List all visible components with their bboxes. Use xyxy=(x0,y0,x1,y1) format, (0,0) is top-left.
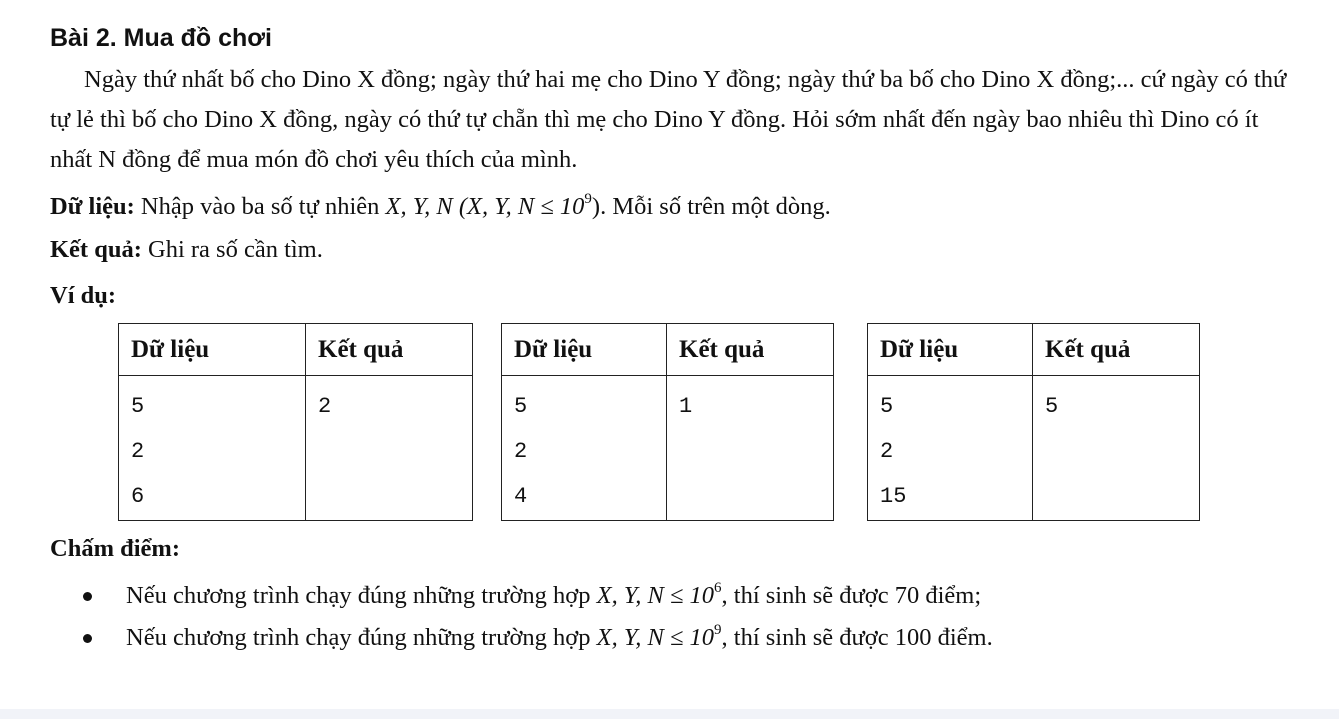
table-cell-input xyxy=(868,376,1033,521)
statement-text: Ngày thứ nhất bố cho Dino X đồng; ngày thứ hai mẹ cho Dino Y đồng; ngày thứ ba bố cho Dino X đồng;... cứ ngày có thứ tự lẻ thì bố cho Dino X đồng, ngày có thứ tự chẵn thì mẹ cho Dino Y đồng. Hỏi sớm nhất đến ngày bao nhiêu thì Dino có ít nhất N đồng để mua món đồ chơi yêu thích của mình. xyxy=(50,66,1287,173)
scoring-math: X, Y, N ≤ 10 xyxy=(596,582,715,609)
bottom-strip xyxy=(0,709,1339,719)
input-text-b: ). Mỗi số trên một dòng. xyxy=(591,193,831,220)
input-value: 2 xyxy=(880,439,894,464)
output-value: 2 xyxy=(318,394,332,419)
scoring-prefix: Nếu chương trình chạy đúng những trường hợp xyxy=(126,582,591,609)
table-header-input: Dữ liệu xyxy=(502,324,667,376)
problem-statement xyxy=(50,60,1290,180)
table-cell-output xyxy=(306,376,473,521)
table-header-input: Dữ liệu xyxy=(119,324,306,376)
input-exponent: 9 xyxy=(584,190,592,207)
output-value: 5 xyxy=(1045,394,1059,419)
list-item xyxy=(80,575,993,617)
scoring-suffix: , thí sinh sẽ được 70 điểm; xyxy=(721,582,982,609)
table-header-input: Dữ liệu xyxy=(868,324,1033,376)
input-value: 5 xyxy=(131,394,145,419)
input-text-a: Nhập vào ba số tự nhiên xyxy=(140,193,380,220)
output-value: 1 xyxy=(679,394,693,419)
table-header-output: Kết quả xyxy=(667,324,834,376)
scoring-suffix: , thí sinh sẽ được 100 điểm. xyxy=(721,624,993,651)
output-spec xyxy=(50,232,323,268)
example-table-1 xyxy=(118,323,473,521)
table-cell-output xyxy=(667,376,834,521)
output-text: Ghi ra số cần tìm. xyxy=(148,236,323,263)
input-value: 2 xyxy=(131,439,145,464)
example-table-3 xyxy=(867,323,1200,521)
table-cell-input xyxy=(119,376,306,521)
input-label: Dữ liệu: xyxy=(50,193,135,220)
scoring-exponent: 9 xyxy=(714,621,722,638)
scoring-prefix: Nếu chương trình chạy đúng những trường hợp xyxy=(126,624,591,651)
list-item xyxy=(80,617,993,659)
table-header-output: Kết quả xyxy=(1033,324,1200,376)
input-vars: X, Y, N xyxy=(385,193,453,220)
input-value: 4 xyxy=(514,484,528,509)
input-value: 15 xyxy=(880,484,907,509)
input-value: 2 xyxy=(514,439,528,464)
scoring-math: X, Y, N ≤ 10 xyxy=(596,624,715,651)
bullet-icon xyxy=(83,634,92,643)
scoring-heading: Chấm điểm: xyxy=(50,535,180,562)
input-value: 5 xyxy=(880,394,894,419)
output-label: Kết quả: xyxy=(50,236,142,263)
input-value: 5 xyxy=(514,394,528,419)
example-table-2 xyxy=(501,323,834,521)
table-cell-output xyxy=(1033,376,1200,521)
input-spec xyxy=(50,189,831,225)
scoring-exponent: 6 xyxy=(714,579,722,596)
bullet-icon xyxy=(83,592,92,601)
input-constraint: (X, Y, N ≤ 10 xyxy=(458,193,585,220)
scoring-list xyxy=(80,575,993,659)
problem-title: Bài 2. Mua đồ chơi xyxy=(50,24,272,52)
input-value: 6 xyxy=(131,484,145,509)
table-header-output: Kết quả xyxy=(306,324,473,376)
table-cell-input xyxy=(502,376,667,521)
example-heading: Ví dụ: xyxy=(50,282,117,309)
